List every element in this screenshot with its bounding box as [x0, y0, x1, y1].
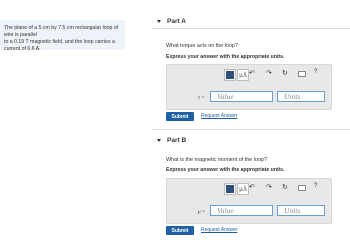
redo-icon[interactable]: ↷ — [266, 69, 272, 77]
part-b-header[interactable] — [157, 135, 186, 145]
greek-units-icon: μÅ — [239, 185, 247, 193]
templates-icon — [226, 71, 234, 79]
math-toolbar — [224, 183, 249, 195]
keyboard-icon[interactable] — [298, 71, 306, 77]
problem-statement — [0, 20, 125, 50]
torque-variable-label: τ = — [198, 95, 205, 101]
part-a-title: Part A — [167, 17, 186, 25]
redo-icon[interactable]: ↷ — [266, 183, 272, 191]
templates-button[interactable] — [224, 69, 236, 81]
part-a-request-answer-link[interactable]: Request Answer — [201, 113, 238, 119]
part-b-answer-box — [166, 178, 332, 224]
part-b-question: What is the magnetic moment of the loop? — [166, 157, 267, 163]
part-b-title: Part B — [167, 136, 187, 144]
collapse-caret-icon[interactable] — [157, 20, 161, 23]
help-icon[interactable]: ? — [314, 183, 318, 189]
part-b-submit-button[interactable]: Submit — [166, 226, 194, 235]
reset-icon[interactable]: ↻ — [282, 69, 288, 77]
greek-units-button[interactable] — [237, 183, 249, 195]
moment-units-input[interactable]: Units — [277, 205, 325, 216]
moment-variable-label: μ = — [198, 209, 206, 215]
torque-units-input[interactable]: Units — [277, 91, 325, 102]
templates-button[interactable] — [224, 183, 236, 195]
torque-value-input[interactable]: Value — [210, 91, 273, 102]
part-a-header[interactable] — [157, 16, 186, 26]
part-a-instruction: Express your answer with the appropriate units. — [166, 54, 285, 60]
part-a-question: What torque acts on the loop? — [166, 43, 238, 49]
problem-text: The plane of a 5 cm by 7.5 cm rectangular loop of wire is parallel to a 0.19 T magnetic field, and the loop carries a current of 6.6 A. — [4, 25, 119, 52]
moment-value-input[interactable]: Value — [210, 205, 273, 216]
undo-icon[interactable]: ↶ — [249, 183, 255, 191]
undo-icon[interactable]: ↶ — [249, 69, 255, 77]
greek-units-icon: μÅ — [239, 71, 247, 79]
keyboard-icon[interactable] — [298, 185, 306, 191]
part-a-submit-button[interactable]: Submit — [166, 112, 194, 121]
collapse-caret-icon[interactable] — [157, 139, 161, 142]
greek-units-button[interactable] — [237, 69, 249, 81]
math-toolbar — [224, 69, 249, 81]
part-b-instruction: Express your answer with the appropriate units. — [166, 167, 285, 173]
templates-icon — [226, 185, 234, 193]
divider — [152, 129, 350, 130]
part-b-request-answer-link[interactable]: Request Answer — [201, 227, 238, 233]
reset-icon[interactable]: ↻ — [282, 183, 288, 191]
help-icon[interactable]: ? — [314, 69, 318, 75]
part-a-answer-box — [166, 64, 332, 110]
divider — [152, 28, 350, 29]
